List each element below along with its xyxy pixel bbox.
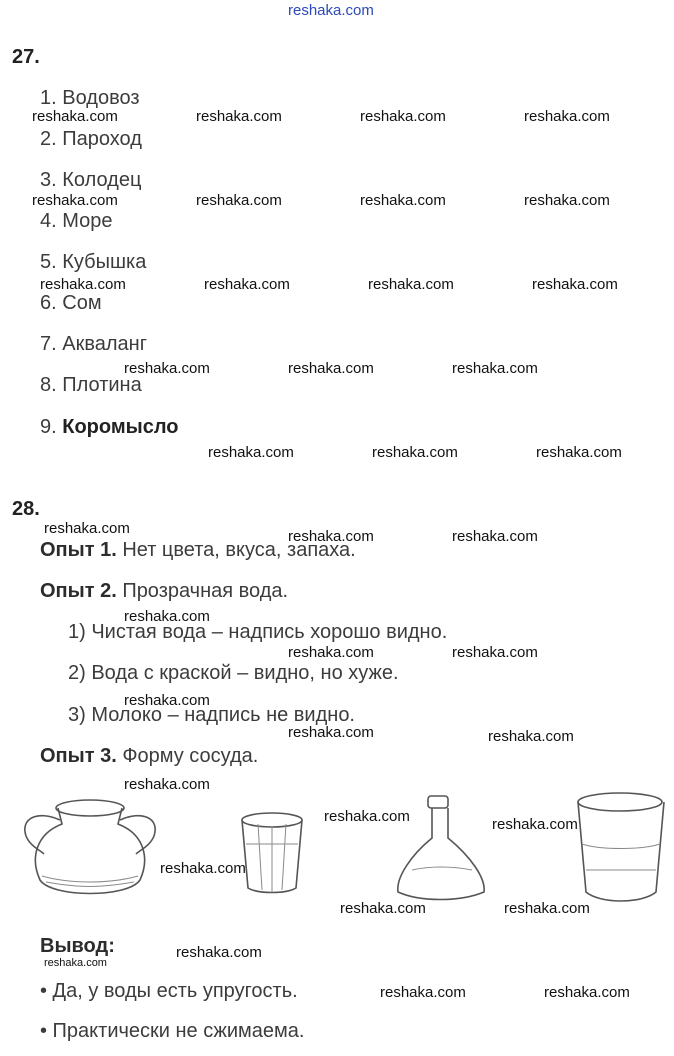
task-27-number: 27. (12, 46, 40, 68)
list-item: 8. Плотина (40, 374, 142, 396)
task-28-number: 28. (12, 498, 40, 520)
watermark: reshaka.com (488, 728, 574, 745)
experiment-2-subitem: 1) Чистая вода – надпись хорошо видно. (68, 621, 448, 643)
watermark: reshaka.com (524, 108, 610, 125)
watermark: reshaka.com (452, 528, 538, 545)
experiment-2-subitem: 2) Вода с краской – видно, но хуже. (68, 662, 399, 684)
experiment-1: Опыт 1. Нет цвета, вкуса, запаха. (40, 539, 356, 561)
watermark: reshaka.com (532, 276, 618, 293)
list-item-bold: 9. Коромысло (40, 416, 179, 438)
watermark-small: reshaka.com (44, 957, 107, 969)
watermark: reshaka.com (124, 776, 210, 793)
watermark: reshaka.com (372, 444, 458, 461)
watermark: reshaka.com (492, 816, 578, 833)
jug-icon (25, 800, 155, 894)
list-item: 4. Море (40, 210, 113, 232)
watermark: reshaka.com (524, 192, 610, 209)
watermark: reshaka.com (544, 984, 630, 1001)
watermark: reshaka.com (504, 900, 590, 917)
watermark: reshaka.com (380, 984, 466, 1001)
watermark: reshaka.com (452, 360, 538, 377)
watermark: reshaka.com (124, 692, 210, 709)
conclusion-bullet: • Практически не сжимаема. (40, 1020, 305, 1042)
list-item: 2. Пароход (40, 128, 142, 150)
watermark: reshaka.com (176, 944, 262, 961)
watermark: reshaka.com (196, 108, 282, 125)
cup-icon (578, 793, 664, 901)
list-item: 5. Кубышка (40, 251, 147, 273)
experiment-2-subitem: 3) Молоко – надпись не видно. (68, 704, 355, 726)
experiment-3: Опыт 3. Форму сосуда. (40, 745, 259, 767)
conclusion-heading: Вывод: (40, 935, 115, 957)
watermark: reshaka.com (204, 276, 290, 293)
watermark: reshaka.com (288, 528, 374, 545)
watermark: reshaka.com (360, 192, 446, 209)
watermark: reshaka.com (40, 276, 126, 293)
watermark: reshaka.com (324, 808, 410, 825)
watermark: reshaka.com (32, 108, 118, 125)
watermark: reshaka.com (288, 724, 374, 741)
watermark: reshaka.com (208, 444, 294, 461)
watermark: reshaka.com (340, 900, 426, 917)
watermark: reshaka.com (124, 608, 210, 625)
list-item: 7. Акваланг (40, 333, 147, 355)
watermark: reshaka.com (196, 192, 282, 209)
watermark: reshaka.com (124, 360, 210, 377)
watermark: reshaka.com (288, 644, 374, 661)
site-header-link[interactable]: reshaka.com (288, 2, 374, 19)
conclusion-bullet: • Да, у воды есть упругость. (40, 980, 298, 1002)
watermark: reshaka.com (360, 108, 446, 125)
watermark: reshaka.com (44, 520, 130, 537)
watermark: reshaka.com (32, 192, 118, 209)
list-item: 3. Колодец (40, 169, 142, 191)
watermark: reshaka.com (452, 644, 538, 661)
watermark: reshaka.com (368, 276, 454, 293)
watermark: reshaka.com (288, 360, 374, 377)
watermark: reshaka.com (536, 444, 622, 461)
watermark: reshaka.com (160, 860, 246, 877)
list-item: 6. Сом (40, 292, 102, 314)
experiment-2: Опыт 2. Прозрачная вода. (40, 580, 289, 602)
glass-icon (242, 813, 302, 893)
list-item: 1. Водовоз (40, 87, 140, 109)
flask-icon (398, 796, 484, 900)
